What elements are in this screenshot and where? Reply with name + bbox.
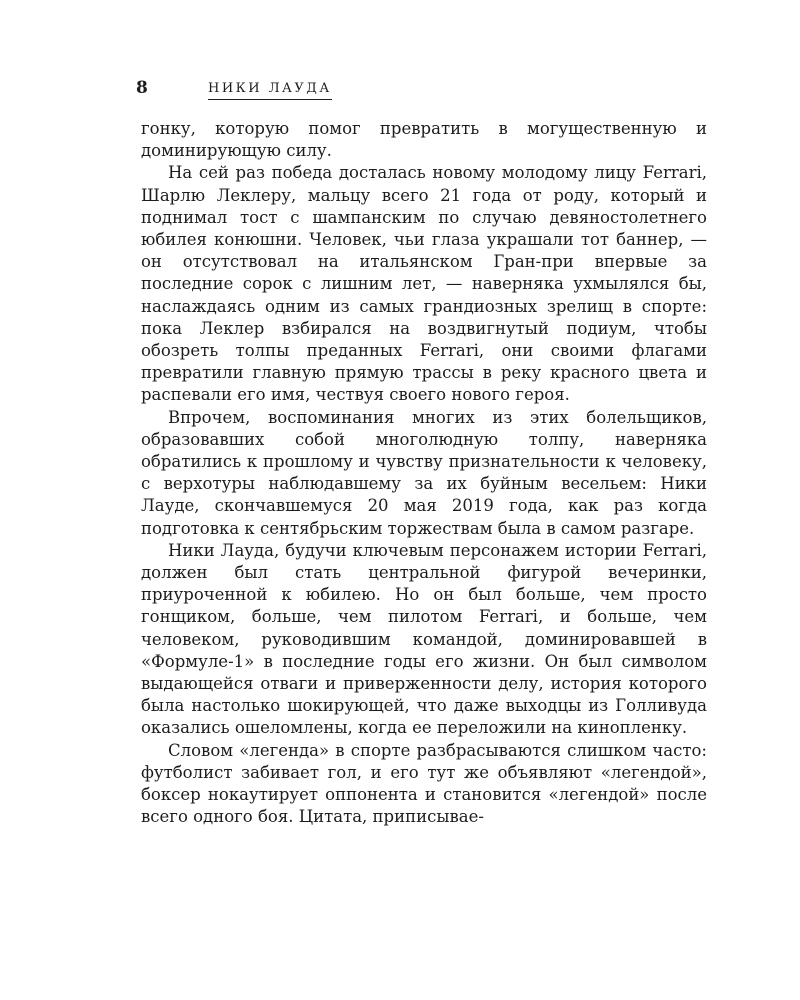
paragraph-4: Ники Лауда, будучи ключевым персонажем истории Ferrari, должен был стать центральной фигурой вечеринки, приуроченной к юбилею. Но он был больше, чем просто гонщиком, больше, чем пилотом Ferrari, и больше, чем человеком, руководившим командой, доминировавшей в «Формуле-1» в последние годы его жизни. Он был символом выдающейся отваги и приверженности делу, история которого была настолько шокирующей, что даже выходцы из Голливуда оказались ошеломлены, когда ее переложили на кинопленку. bbox=[141, 540, 707, 738]
running-head: НИКИ ЛАУДА bbox=[208, 81, 332, 100]
paragraph-2: На сей раз победа досталась новому молодому лицу Ferrari, Шарлю Леклеру, мальцу всего 21 года от роду, который и поднимал тост с шампанским по случаю девяностолетнего юбилея конюшни. Человек, чьи глаза украшали тот баннер, — он отсутствовал на итальянском Гран-при впервые за последние сорок с лишним лет, — наверняка ухмылялся бы, наслаждаясь одним из самых грандиозных зрелищ в спорте: пока Леклер взбирался на воздвигнутый подиум, чтобы обозреть толпы преданных Ferrari, они своими флагами превратили главную прямую трассы в реку красного цвета и распевали его имя, чествуя своего нового героя. bbox=[141, 163, 707, 405]
body-text bbox=[141, 118, 707, 829]
paragraph-5: Словом «легенда» в спорте разбрасываются слишком часто: футболист забивает гол, и его тут же объявляют «легендой», боксер нокаутирует оппонента и становится «легендой» после всего одного боя. Цитата, приписывае- bbox=[141, 740, 707, 827]
paragraph-1: гонку, которую помог превратить в могущественную и доминирующую силу. bbox=[141, 119, 707, 161]
paragraph-3: Впрочем, воспоминания многих из этих болельщиков, образовавших собой многолюдную толпу, наверняка обратились к прошлому и чувству признательности к человеку, с верхотуры наблюдавшему за их буйным весельем: Ники Лауде, скончавшемуся 20 мая 2019 года, как раз когда подготовка к сентябрьским торжествам была в самом разгаре. bbox=[141, 407, 707, 538]
page-number: 8 bbox=[136, 78, 148, 98]
